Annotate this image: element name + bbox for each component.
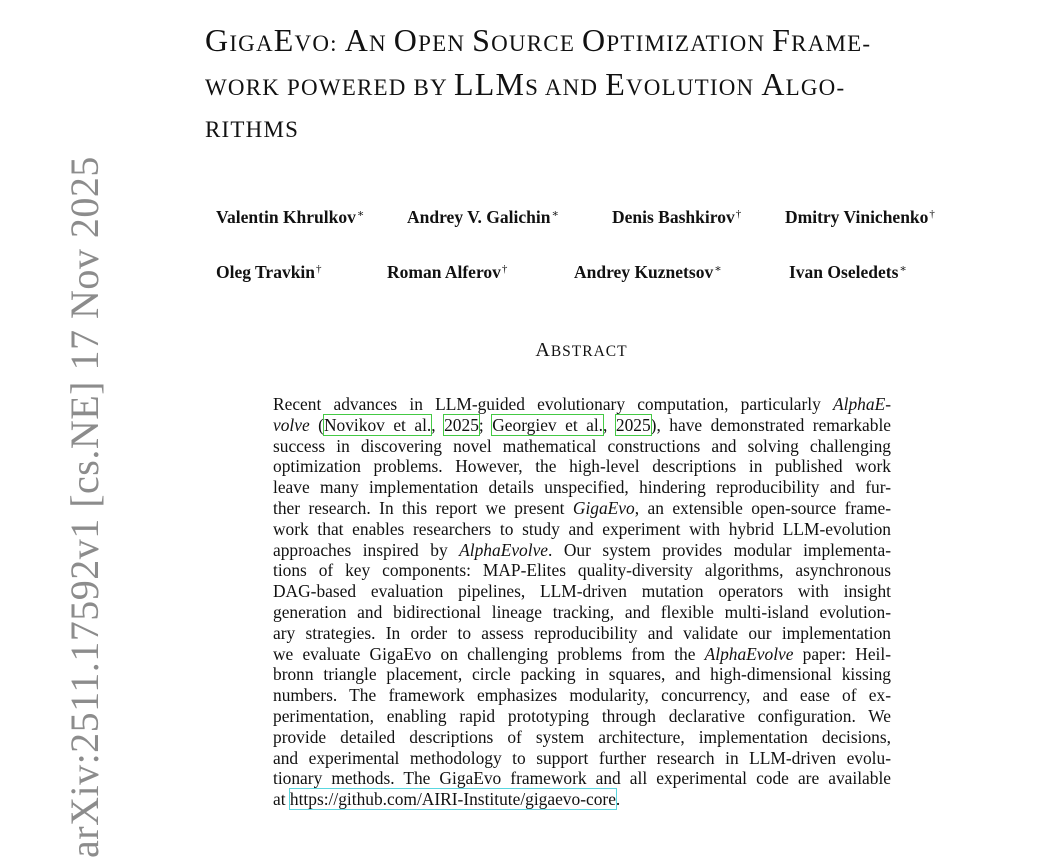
- abstract-line: [273, 394, 891, 415]
- abstract-line: [273, 498, 891, 519]
- author-name: [387, 262, 507, 283]
- title-segment: A: [761, 66, 786, 102]
- abstract-text: , an extensible open-source frame-: [634, 497, 891, 518]
- author-name-text: Roman Alferov: [387, 262, 501, 282]
- abstract-text: provide detailed descriptions of system architecture, implementation decisions,: [273, 726, 891, 747]
- abstract-line: [273, 540, 891, 561]
- abstract-line: [273, 519, 891, 540]
- title-line: [205, 20, 995, 64]
- abstract-line: [273, 644, 891, 665]
- abstract-body: [273, 394, 891, 810]
- abstract-text: (: [309, 414, 324, 435]
- author-name-text: Andrey V. Galichin: [407, 207, 551, 227]
- affiliation-mark: ∗: [714, 263, 722, 275]
- title-segment: S: [472, 22, 492, 58]
- abstract-text: ,: [431, 414, 445, 435]
- repository-link[interactable]: https://github.com/AIRI-Institute/gigaevo-core: [289, 789, 616, 810]
- abstract-text: and experimental methodology to support further research in LLM-driven evolu-: [273, 747, 891, 768]
- abstract-text: at: [273, 789, 290, 810]
- affiliation-mark: †: [929, 208, 935, 220]
- abstract-line: [273, 436, 891, 457]
- abstract-heading-rest: BSTRACT: [550, 343, 628, 360]
- author-name-text: Oleg Travkin: [216, 262, 316, 282]
- abstract-line: [273, 664, 891, 685]
- title-segment: LGO-: [785, 75, 846, 100]
- abstract-text: .: [615, 789, 621, 810]
- abstract-line: [273, 706, 891, 727]
- title-segment: O: [582, 22, 607, 58]
- citation-link[interactable]: 2025: [615, 414, 651, 435]
- title-segment: PTIMIZATION: [606, 31, 773, 56]
- abstract-text: we evaluate GigaEvo on challenging problems from the: [273, 643, 705, 664]
- title-line: [205, 108, 995, 150]
- author-name-text: Valentin Khrulkov: [216, 207, 356, 227]
- citation-link[interactable]: Novikov et al.: [323, 414, 432, 435]
- affiliation-mark: †: [735, 208, 742, 220]
- abstract-text: ;: [478, 414, 493, 435]
- citation-link[interactable]: 2025: [444, 414, 479, 435]
- abstract-text: optimization problems. However, the high-level descriptions in published work: [273, 456, 891, 477]
- abstract-line: [273, 789, 891, 810]
- abstract-text: ary strategies. In order to assess reproducibility and validate our implementation: [273, 622, 891, 643]
- title-line: [205, 64, 995, 108]
- title-segment: VOLUTION: [625, 75, 762, 100]
- author-name: [216, 207, 364, 228]
- abstract-text: paper: Heil-: [793, 643, 891, 664]
- abstract-text: tions of key components: MAP-Elites quality-diversity algorithms, asynchronous: [273, 560, 891, 581]
- affiliation-mark: ∗: [551, 208, 559, 220]
- paper-title: [205, 20, 995, 150]
- citation-link[interactable]: Georgiev et al.: [492, 414, 604, 435]
- affiliation-mark: †: [501, 263, 508, 275]
- title-segment: RITHMS: [205, 117, 300, 142]
- title-segment: VO:: [294, 31, 345, 56]
- title-segment: O: [393, 22, 419, 58]
- title-segment: WORK POWERED BY: [205, 75, 454, 100]
- abstract-line: [273, 415, 891, 436]
- arxiv-identifier-stamp: arXiv:2511.17592v1 [cs.NE] 17 Nov 2025: [62, 156, 107, 858]
- italic-term: AlphaEvolve: [704, 643, 794, 664]
- abstract-text: work that enables researchers to study and experiment with hybrid LLM-evolution: [273, 518, 891, 539]
- abstract-text: ,: [603, 414, 616, 435]
- affiliation-mark: †: [316, 263, 322, 275]
- abstract-line: [273, 685, 891, 706]
- title-segment: G: [205, 22, 230, 58]
- author-name: [789, 262, 907, 283]
- abstract-text: approaches inspired by: [273, 539, 460, 560]
- abstract-text: ther research. In this report we present: [273, 497, 573, 518]
- italic-term: volve: [273, 414, 310, 435]
- title-segment: OURCE: [491, 31, 583, 56]
- author-name-text: Dmitry Vinichenko: [785, 207, 929, 227]
- author-name: [612, 207, 741, 228]
- abstract-line: [273, 602, 891, 623]
- abstract-heading-initial: A: [535, 339, 551, 361]
- italic-term: AlphaEvolve: [459, 539, 549, 560]
- abstract-line: [273, 727, 891, 748]
- author-name: [216, 262, 322, 283]
- abstract-line: [273, 768, 891, 789]
- title-segment: A: [344, 22, 370, 58]
- abstract-text: ), have demonstrated remarkable: [650, 414, 891, 435]
- affiliation-mark: ∗: [899, 263, 907, 275]
- author-name: [574, 262, 722, 283]
- affiliation-mark: ∗: [356, 208, 365, 220]
- author-name-text: Denis Bashkirov: [612, 207, 735, 227]
- title-segment: PEN: [418, 31, 473, 56]
- abstract-text: . Our system provides modular implementa-: [548, 539, 891, 560]
- abstract-line: [273, 456, 891, 477]
- abstract-text: perimentation, enabling rapid prototyping through declarative configuration. We: [273, 705, 891, 726]
- abstract-line: [273, 560, 891, 581]
- abstract-text: Recent advances in LLM-guided evolutionary computation, particularly: [273, 394, 834, 414]
- author-name: [785, 207, 935, 228]
- title-segment: IGA: [229, 31, 274, 56]
- italic-term: GigaEvo: [572, 497, 635, 518]
- author-name-text: Ivan Oseledets: [789, 262, 899, 282]
- author-name: [407, 207, 559, 228]
- abstract-text: bronn triangle placement, circle packing in squares, and high-dimensional kissing: [273, 664, 891, 685]
- abstract-line: [273, 477, 891, 498]
- abstract-text: success in discovering novel mathematical constructions and solving challenging: [273, 435, 891, 456]
- abstract-line: [273, 581, 891, 602]
- abstract-text: leave many implementation details unspecified, hindering reproducibility and fur-: [273, 477, 891, 498]
- title-segment: RAME-: [791, 31, 872, 56]
- title-segment: F: [772, 22, 792, 58]
- abstract-line: [273, 748, 891, 769]
- title-segment: S AND: [525, 75, 606, 100]
- italic-term: AlphaE-: [833, 394, 891, 414]
- abstract-heading: [0, 339, 1038, 362]
- abstract-text: tionary methods. The GigaEvo framework and all experimental code are available: [273, 768, 891, 789]
- abstract-text: numbers. The framework emphasizes modularity, concurrency, and ease of ex-: [273, 685, 891, 706]
- title-segment: E: [605, 66, 626, 102]
- title-segment: E: [273, 22, 295, 58]
- title-segment: N: [369, 31, 394, 56]
- abstract-text: generation and bidirectional lineage tracking, and flexible multi-island evolution-: [273, 601, 891, 622]
- author-name-text: Andrey Kuznetsov: [574, 262, 714, 282]
- abstract-text: DAG-based evaluation pipelines, LLM-driven mutation operators with insight: [273, 581, 891, 602]
- abstract-line: [273, 623, 891, 644]
- title-segment: LLM: [453, 66, 526, 102]
